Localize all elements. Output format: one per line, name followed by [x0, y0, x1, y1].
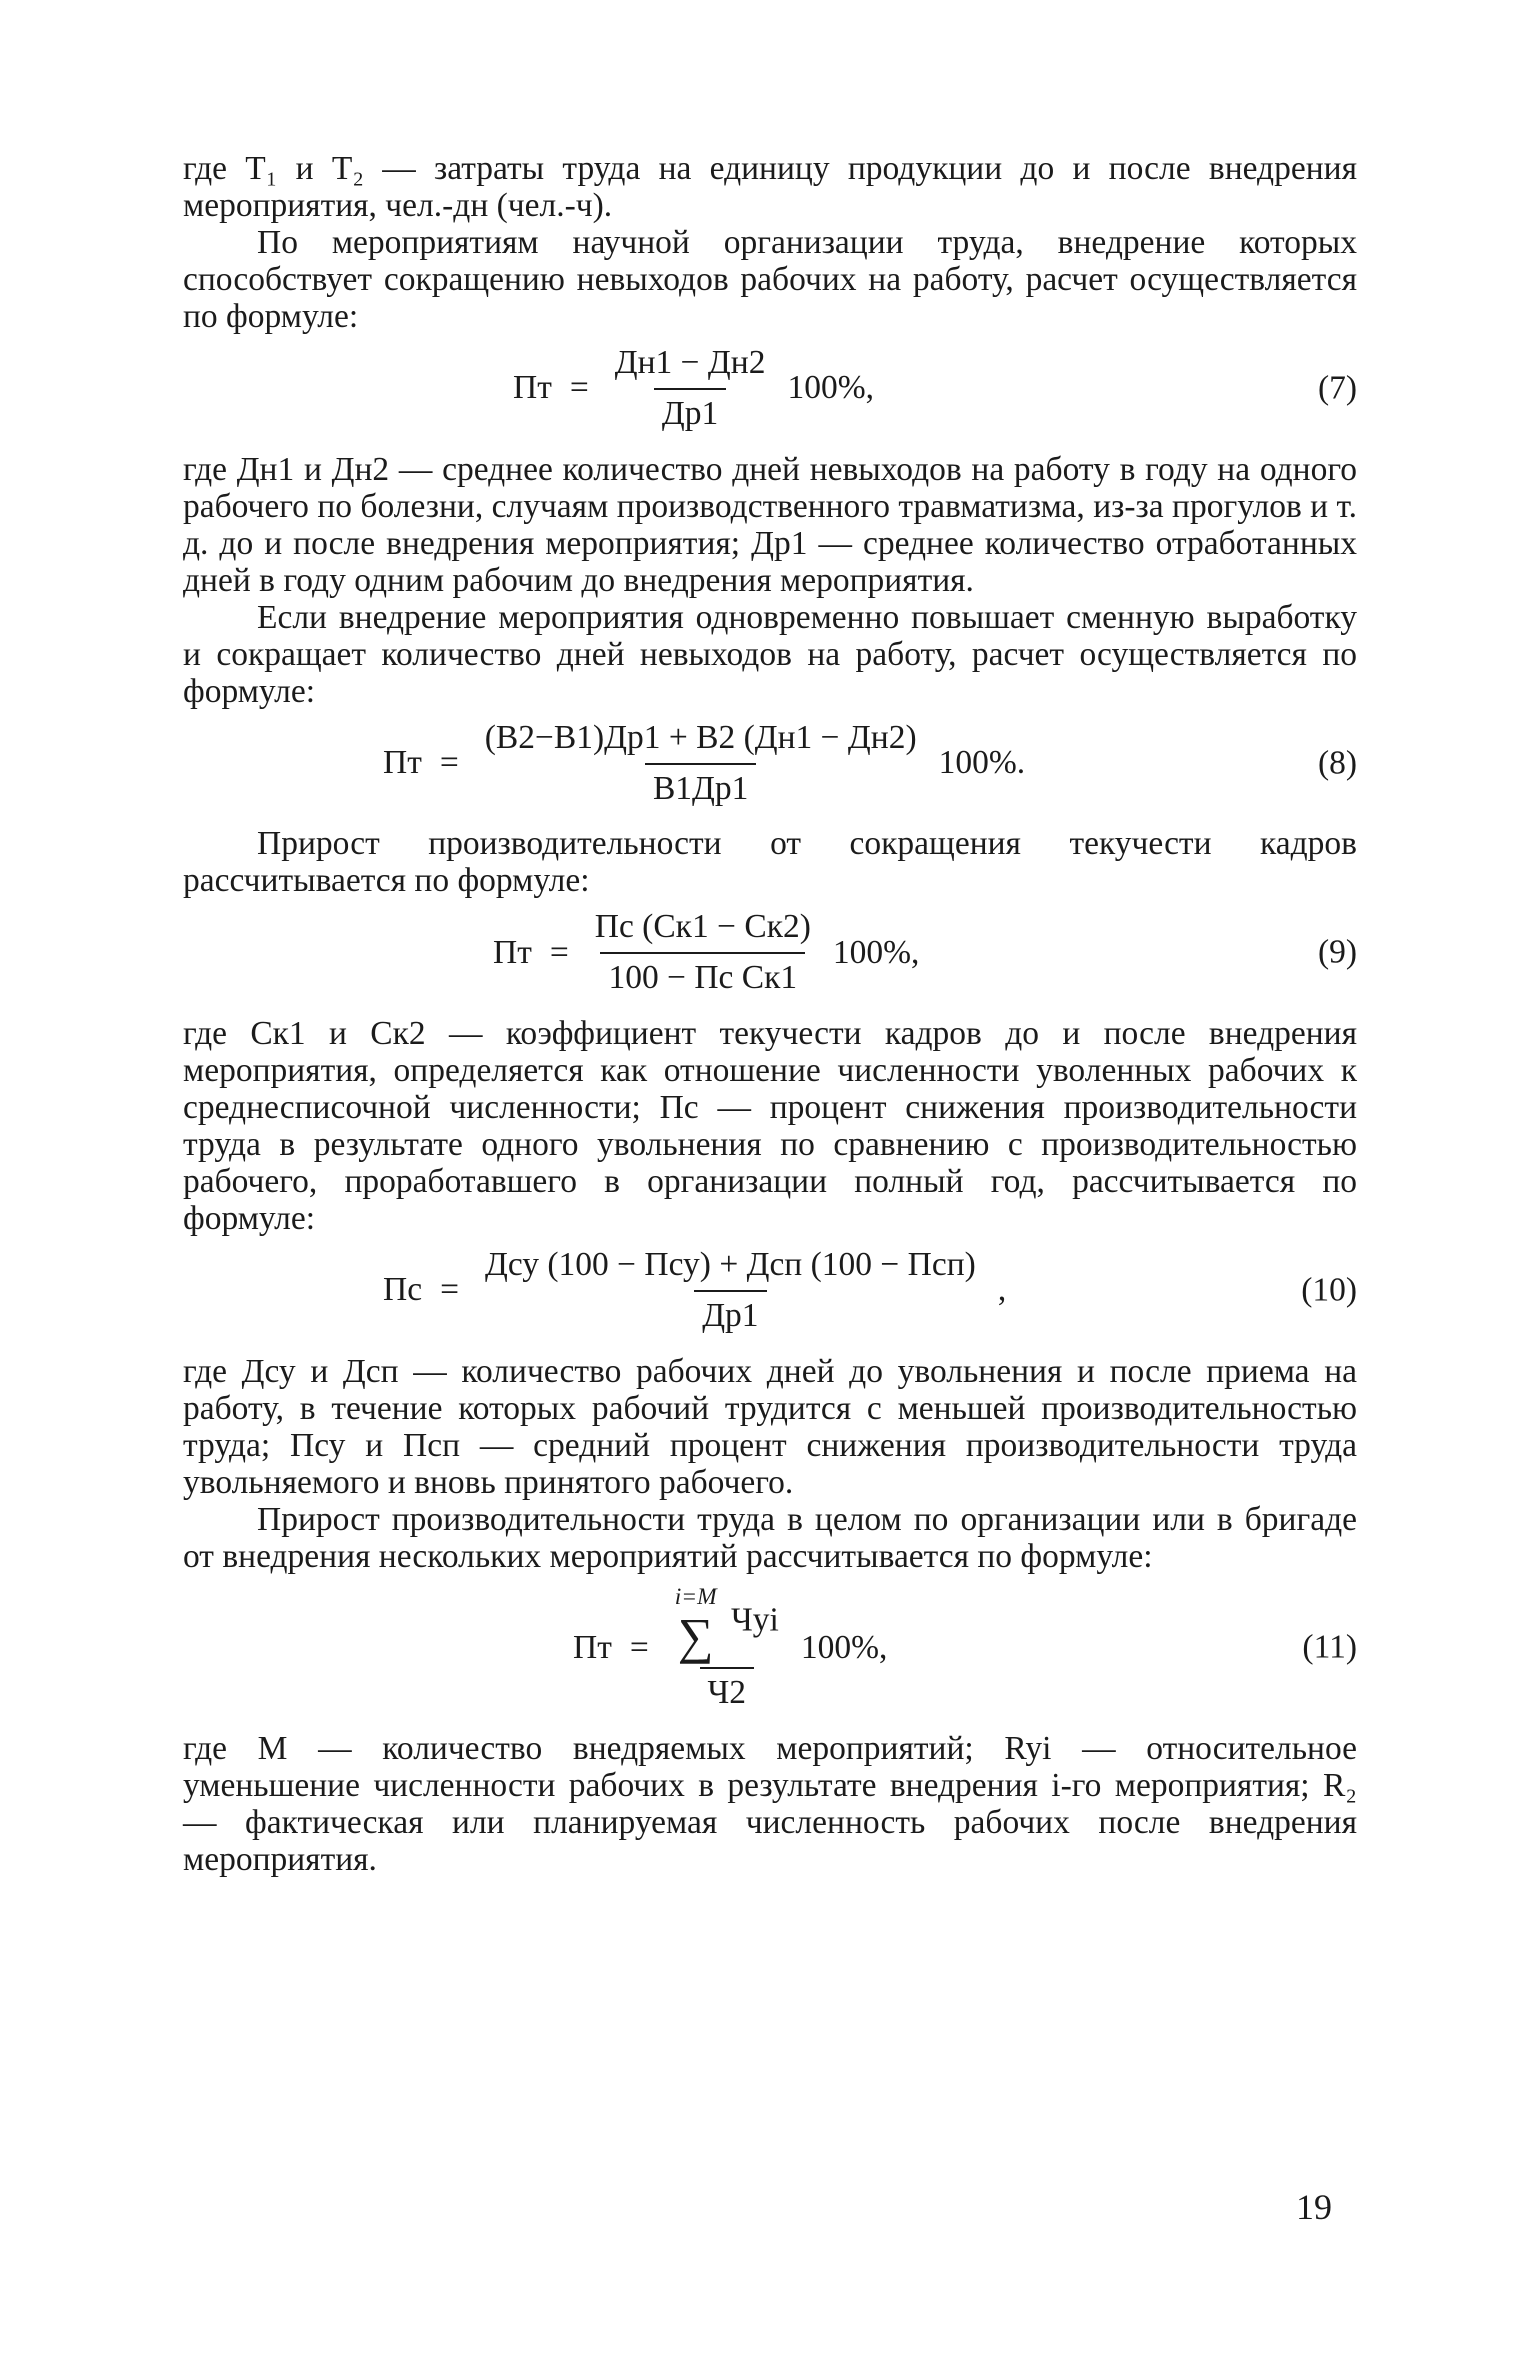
paragraph-7: где Дсу и Дсп — количество рабочих дней до увольнения и после приема на работу, в течение которых рабочий трудится с меньшей производительностью труда; Псу и Псп — средний процент снижения производительности труда увольняемого и вновь принятого рабочего.	[183, 1352, 1357, 1501]
document-page	[183, 150, 1357, 1878]
formula-10-eq: =	[440, 1271, 459, 1309]
formula-11-numerator	[667, 1585, 787, 1667]
formula-8-denominator: В1Др1	[645, 763, 756, 808]
sigma-icon: ∑	[677, 1607, 714, 1664]
formula-10-lhs: Пс	[383, 1271, 423, 1309]
formula-11	[573, 1585, 1357, 1712]
formula-11-fraction	[667, 1585, 787, 1712]
summation-upper-limit: i=M	[674, 1583, 717, 1610]
formula-8-tail: 100%.	[938, 744, 1026, 782]
formula-11-numerator-term: Чyi	[730, 1601, 779, 1639]
formula-8	[383, 720, 1357, 808]
formula-11-eq: =	[629, 1628, 649, 1666]
page-number: 19	[1296, 2187, 1332, 2227]
formula-11-number: (11)	[1302, 1628, 1357, 1666]
formula-9-eq: =	[549, 933, 569, 971]
formula-8-lhs: Пт	[383, 744, 422, 782]
formula-7-numerator: Дн1 − Дн2	[614, 344, 766, 381]
formula-7-lhs: Пт	[513, 369, 552, 407]
paragraph-6: где Ск1 и Ск2 — коэффициент текучести кадров до и после внедрения мероприятия, определяется как отношение численности уволенных рабочих к среднесписочной численности; Пс — процент снижения производительности труда в результате одного увольнения по сравнению с производительностью рабочего, проработавшего в организации полный год, рассчитывается по формуле:	[183, 1015, 1357, 1238]
formula-9-numerator: Пс (Ск1 − Ск2)	[594, 908, 811, 946]
paragraph-4: Если внедрение мероприятия одновременно повышает сменную выработку и сокращает количество дней невыходов на работу, расчет осуществляется по формуле:	[183, 598, 1357, 710]
formula-8-fraction	[477, 720, 925, 808]
formula-8-number: (8)	[1317, 744, 1357, 782]
formula-9-denominator: 100 − Пс Ск1	[600, 952, 805, 997]
formula-10-numerator: Дсу (100 − Псу) + Дсп (100 − Псп)	[484, 1246, 976, 1284]
formula-7-denominator: Др1	[654, 388, 726, 433]
formula-11-denominator: Ч2	[700, 1667, 755, 1712]
formula-10	[383, 1247, 1357, 1335]
formula-11-lhs: Пт	[573, 1628, 612, 1666]
formula-7	[513, 345, 1357, 433]
paragraph-9: где M — количество внедряемых мероприятий; Ryi — относительное уменьшение численности рабочих в результате внедрения i-го мероприятия; R₂ — фактическая или планируемая численность рабочих после внедрения мероприятия.	[183, 1729, 1357, 1878]
formula-9-fraction	[587, 909, 819, 997]
formula-10-denominator: Др1	[694, 1290, 766, 1335]
formula-9-tail: 100%,	[832, 933, 920, 971]
paragraph-3: где Дн1 и Дн2 — среднее количество дней невыходов на работу в году на одного рабочего по болезни, случаям производственного травматизма, из-за прогулов и т. д. до и после внедрения мероприятия; Др1 — среднее количество отработанных дней в году одним рабочим до внедрения мероприятия.	[183, 450, 1357, 599]
summation-sign	[674, 1583, 717, 1664]
formula-9-lhs: Пт	[493, 933, 532, 971]
formula-8-numerator: (В2−В1)Др1 + В2 (Дн1 − Дн2)	[484, 718, 917, 756]
formula-7-tail: 100%,	[787, 369, 874, 407]
formula-11-tail: 100%,	[800, 1628, 888, 1666]
paragraph-1: где T₁ и T₂ — затраты труда на единицу продукции до и после внедрения мероприятия, чел.-дн (чел.-ч).	[183, 150, 1357, 224]
formula-9	[493, 909, 1357, 997]
formula-9-number: (9)	[1317, 933, 1357, 971]
formula-7-eq: =	[569, 369, 589, 407]
paragraph-5: Прирост производительности от сокращения текучести кадров рассчитывается по формуле:	[183, 825, 1357, 900]
formula-10-tail: ,	[997, 1271, 1007, 1309]
formula-7-number: (7)	[1317, 369, 1357, 407]
formula-8-eq: =	[439, 744, 459, 782]
paragraph-8: Прирост производительности труда в целом по организации или в бригаде от внедрения нескольких мероприятий рассчитывается по формуле:	[183, 1500, 1357, 1575]
paragraph-2: По мероприятиям научной организации труда, внедрение которых способствует сокращению невыходов рабочих на работу, расчет осуществляется по формуле:	[183, 224, 1357, 335]
formula-10-fraction	[477, 1247, 984, 1335]
formula-10-number: (10)	[1301, 1271, 1357, 1309]
formula-7-fraction	[607, 345, 774, 433]
